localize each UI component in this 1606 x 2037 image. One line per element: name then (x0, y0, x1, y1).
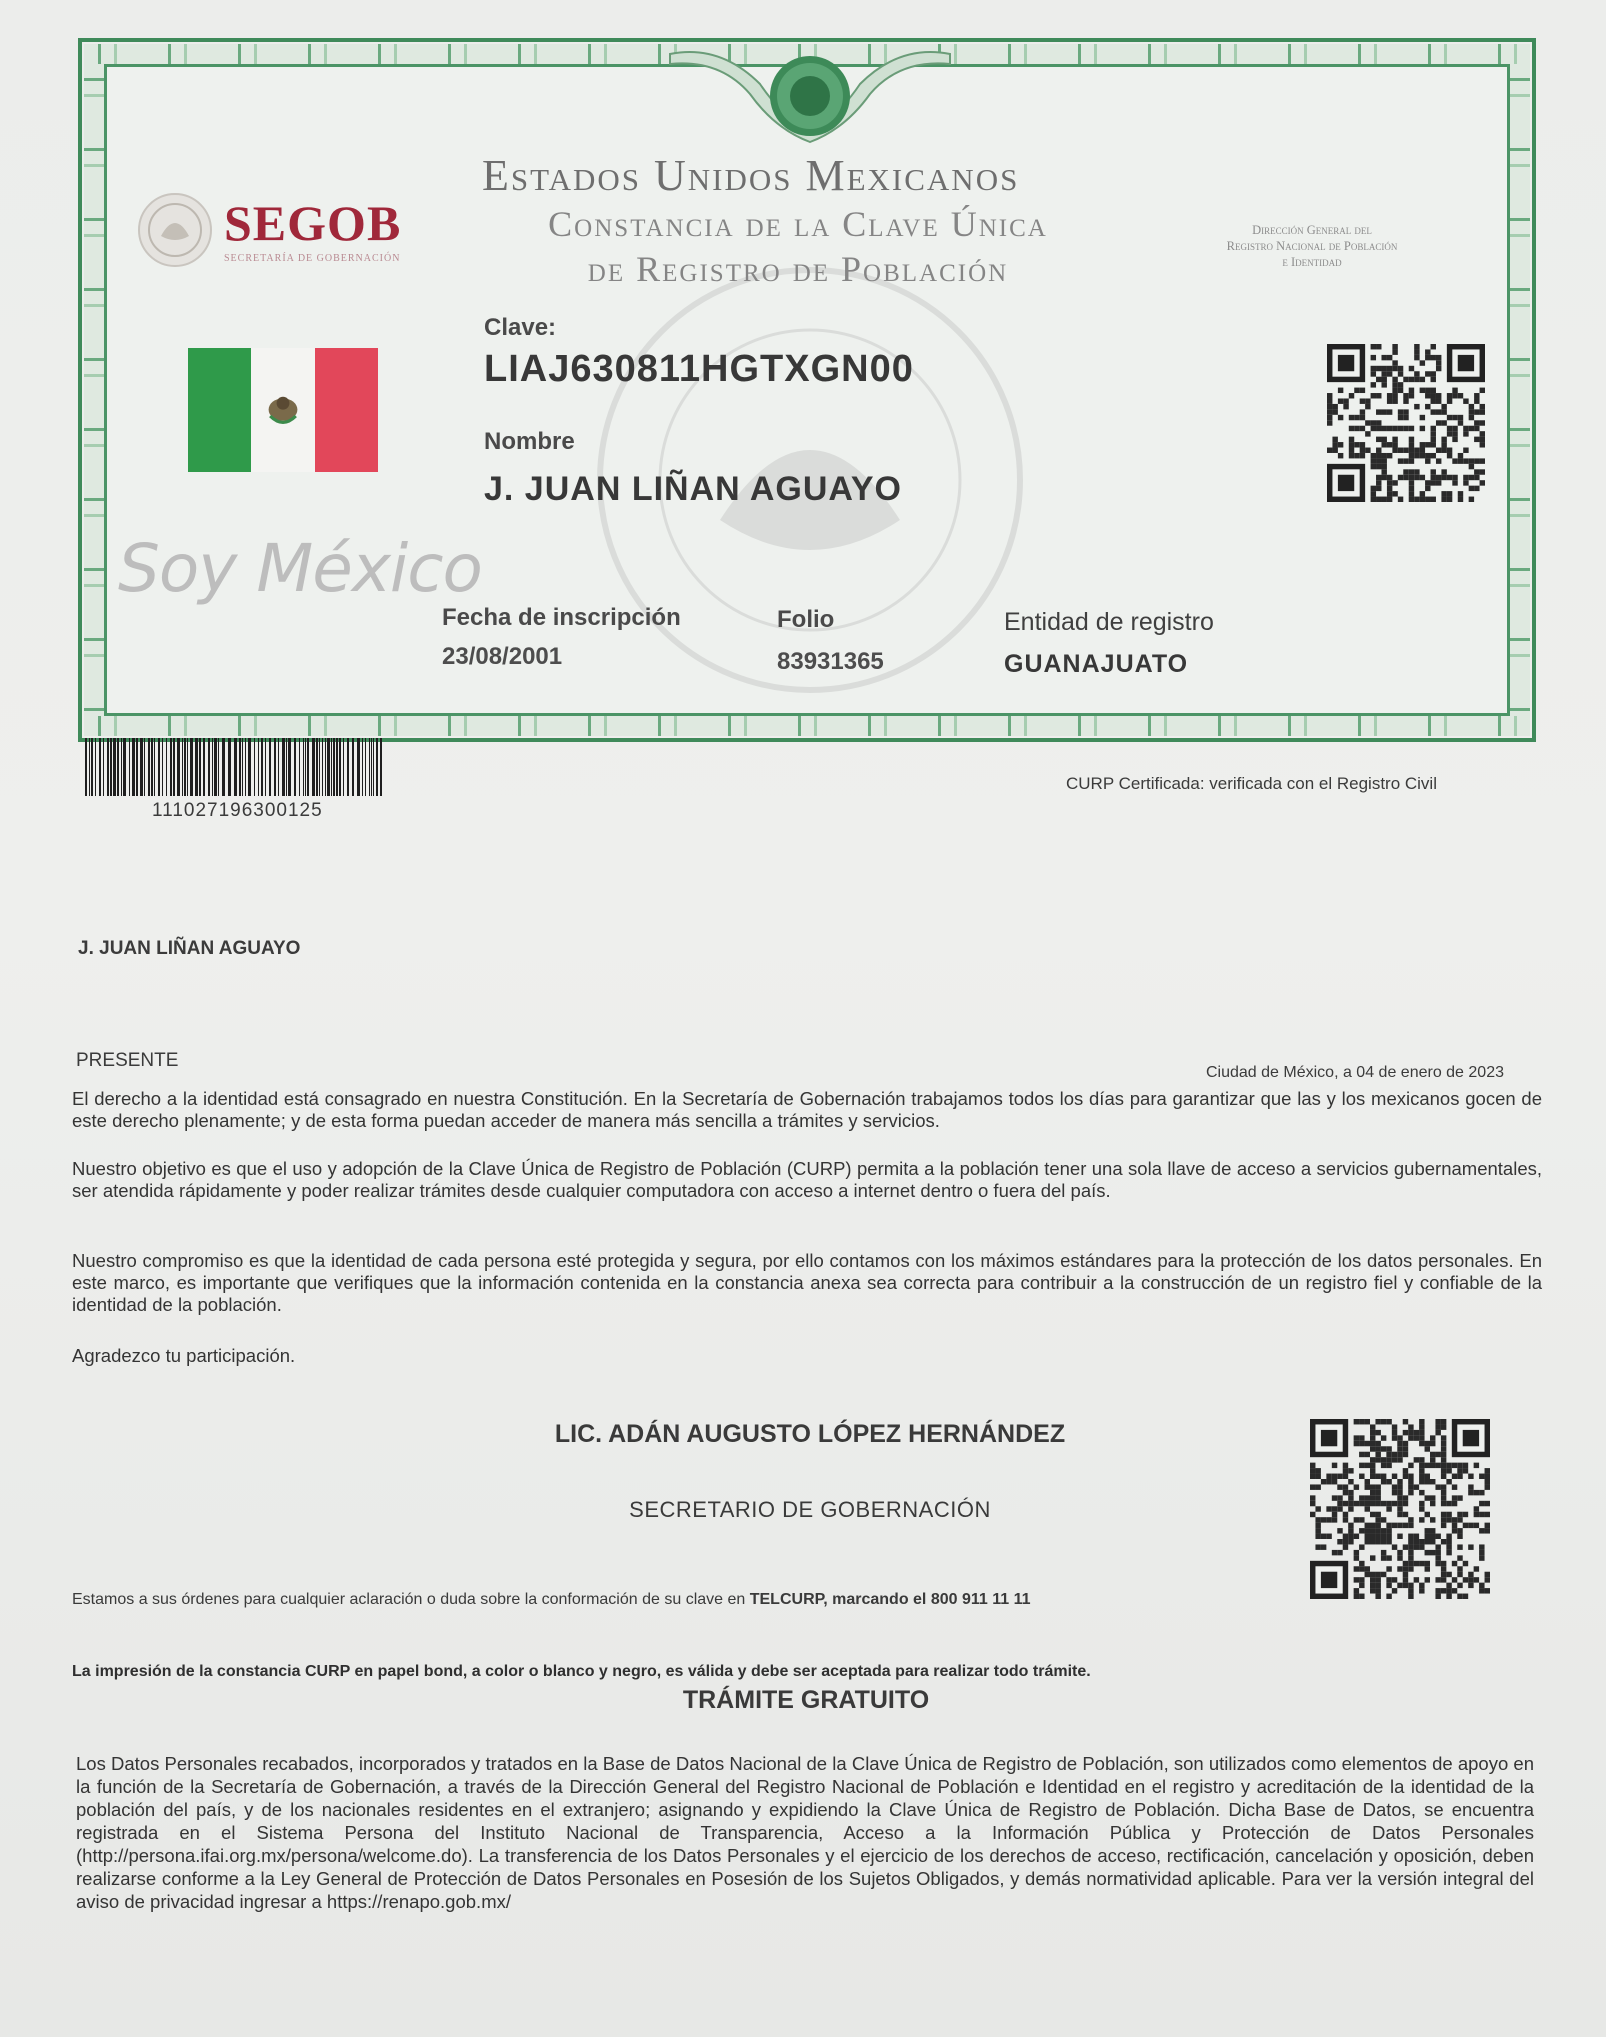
segob-subtitle: SECRETARÍA DE GOBERNACIÓN (224, 253, 401, 264)
fecha-inscripcion-value: 23/08/2001 (442, 643, 563, 670)
qr-code-icon (1327, 344, 1485, 502)
letter-paragraph-2: Nuestro objetivo es que el uso y adopción de la Clave Única de Registro de Población (CURP) permita a la población tener una sola llave de acceso a servicios gubernamentales, ser atendida rápidamente y poder realizar trámites desde cualquier computadora con acceso a internet dentro o fuera del país. (72, 1158, 1542, 1201)
letter-paragraph-1: El derecho a la identidad está consagrado en nuestra Constitución. En la Secretaría de Gobernación trabajamos todos los días para garantizar que las y los mexicanos gocen de este derecho plenamente; y de esta forma puedan acceder de manera más sencilla a trámites y servicios. (72, 1088, 1542, 1131)
mexico-flag (188, 348, 378, 472)
frame-ornament-right (1510, 64, 1530, 716)
document-subtitle-line1: Constancia de la Clave Única (548, 204, 1048, 244)
letter-addressee: J. JUAN LIÑAN AGUAYO (78, 938, 301, 959)
dgrn-label: Dirección General del Registro Nacional de Población e Identidad (1226, 223, 1398, 269)
letter-presente: PRESENTE (76, 1050, 179, 1071)
entidad-registro-label: Entidad de registro (1004, 608, 1214, 636)
qr-code-icon (1310, 1419, 1490, 1599)
printing-validity-note: La impresión de la constancia CURP en papel bond, a color o blanco y negro, es válida y debe ser aceptada para realizar todo trámite. (72, 1663, 1091, 1680)
barcode-icon (85, 738, 389, 796)
folio-value: 83931365 (777, 648, 884, 675)
segob-logo-text: SEGOB (224, 195, 402, 251)
curp-certificada-note: CURP Certificada: verificada con el Registro Civil (1066, 774, 1437, 793)
clave-value: LIAJ630811HGTXGN00 (484, 348, 914, 390)
segob-seal-icon (137, 192, 213, 268)
document-subtitle-line2: de Registro de Población (587, 249, 1009, 289)
letter-place-date: Ciudad de México, a 04 de enero de 2023 (1206, 1064, 1504, 1081)
free-procedure-heading: TRÁMITE GRATUITO (682, 1686, 930, 1714)
flag-eagle-icon (259, 384, 307, 432)
privacy-notice: Los Datos Personales recabados, incorporados y tratados en la Base de Datos Nacional de la Clave Única de Registro de Población, son utilizados como elementos de apoyo en la función de la Secretaría de Gobernación, a través de la Dirección General del Registro Nacional de Población e Identidad en el registro y acreditación de la identidad de la población del país, y de los nacionales residentes en el extranjero; asignando y expidiendo la Clave Única de Registro de Población. Dicha Base de Datos, se encuentra registrada en el Sistema Persona del Instituto Nacional de Transparencia, Acceso a la Información Pública y Protección de Datos Personales (http://persona.ifai.org.mx/persona/welcome.do). La transferencia de los Datos Personales y el ejercicio de los derechos de acceso, rectificación, cancelación y oposición, deben realizarse conforme a la Ley General de Protección de Datos Personales en Posesión de los Sujetos Obligados, y demás normatividad aplicable. Para ver la versión integral del aviso de privacidad ingresar a https://renapo.gob.mx/ (76, 1753, 1534, 1912)
folio-label: Folio (777, 606, 835, 633)
barcode-number: 111027196300125 (152, 800, 323, 821)
slogan-watermark: Soy México (118, 530, 482, 607)
entidad-registro-value: GUANAJUATO (1004, 650, 1189, 678)
eagle-crest-icon (660, 44, 960, 144)
clave-label: Clave: (484, 314, 557, 341)
letter-closing: Agradezco tu participación. (72, 1345, 296, 1366)
nombre-value: J. JUAN LIÑAN AGUAYO (484, 470, 902, 508)
nombre-label: Nombre (484, 428, 575, 455)
letter-paragraph-3: Nuestro compromiso es que la identidad de cada persona esté protegida y segura, por ello contamos con los máximos estándares para la protección de los datos personales. En este marco, es importante que verifiques que la información contenida en la constancia anexa sea correcta para contribuir a la construcción de un registro fiel y confiable de la identidad de la población. (72, 1250, 1542, 1315)
document-title: Estados Unidos Mexicanos (482, 151, 1020, 200)
frame-ornament-left (84, 64, 104, 716)
signatory-name: LIC. ADÁN AUGUSTO LÓPEZ HERNÁNDEZ (554, 1420, 1066, 1448)
telcurp-note: Estamos a sus órdenes para cualquier aclaración o duda sobre la conformación de su clave en TELCURP, marcando el 800 911 11 11 (72, 1591, 1031, 1608)
signatory-title: SECRETARIO DE GOBERNACIÓN (629, 1497, 991, 1522)
fecha-inscripcion-label: Fecha de inscripción (442, 604, 681, 631)
frame-ornament-bottom (84, 716, 1530, 736)
